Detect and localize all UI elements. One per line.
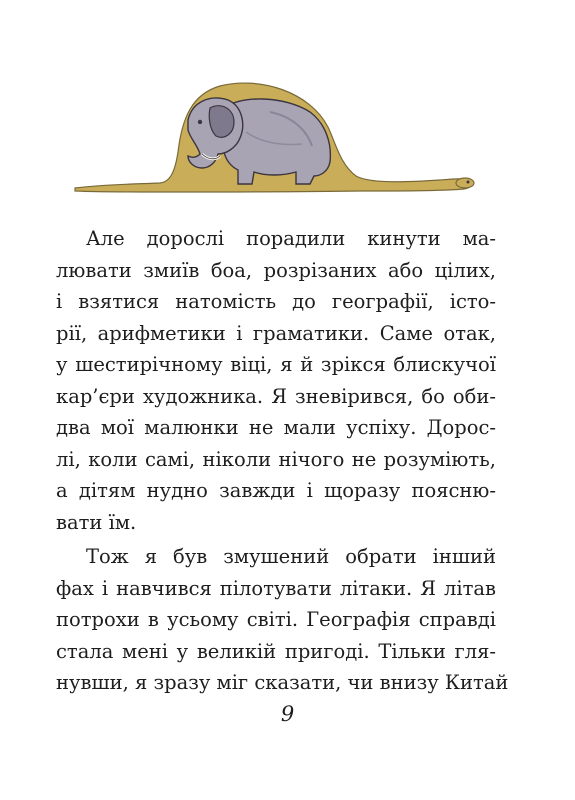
text-line: рії, арифметики і граматики. Саме отак, [56,321,496,345]
text-line: нувши, я зразу міг сказати, чи внизу Китай [56,671,509,694]
text-line: фах і навчився пілотувати літаки. Я літав [56,576,496,600]
text-line: Але дорослі порадили кинути ма- [86,227,496,250]
paragraph-2 [56,541,509,699]
text-line: кар’єри художника. Я зневірився, бо оби- [56,384,496,408]
text-line: і взятися натомість до географії, істо- [56,290,496,313]
body-text [56,223,509,699]
boa-with-elephant-illustration [70,72,482,202]
text-line: два мої малюнки не мали успіху. Дорос- [56,416,496,439]
text-line: Тож я був змушений обрати інший [86,545,496,568]
text-line: вати їм. [56,510,137,534]
text-line: потрохи в усьому світі. Географія справді [56,608,496,631]
text-line: лі, коли самі, ніколи нічого не розуміють, [56,447,496,471]
boa-snake-head [456,178,474,188]
text-line: лювати змиїв боа, розрізаних або цілих, [56,258,496,282]
boa-snake-eye [467,181,470,184]
text-line: стала мені у великій пригоді. Тільки гля- [56,639,496,663]
text-line: у шестирічному віці, я й зрікся блискучої [56,353,496,376]
paragraph-1 [56,223,496,538]
text-line: а дітям нудно завжди і щоразу поясню- [56,479,496,502]
page-number: 9 [280,702,295,726]
